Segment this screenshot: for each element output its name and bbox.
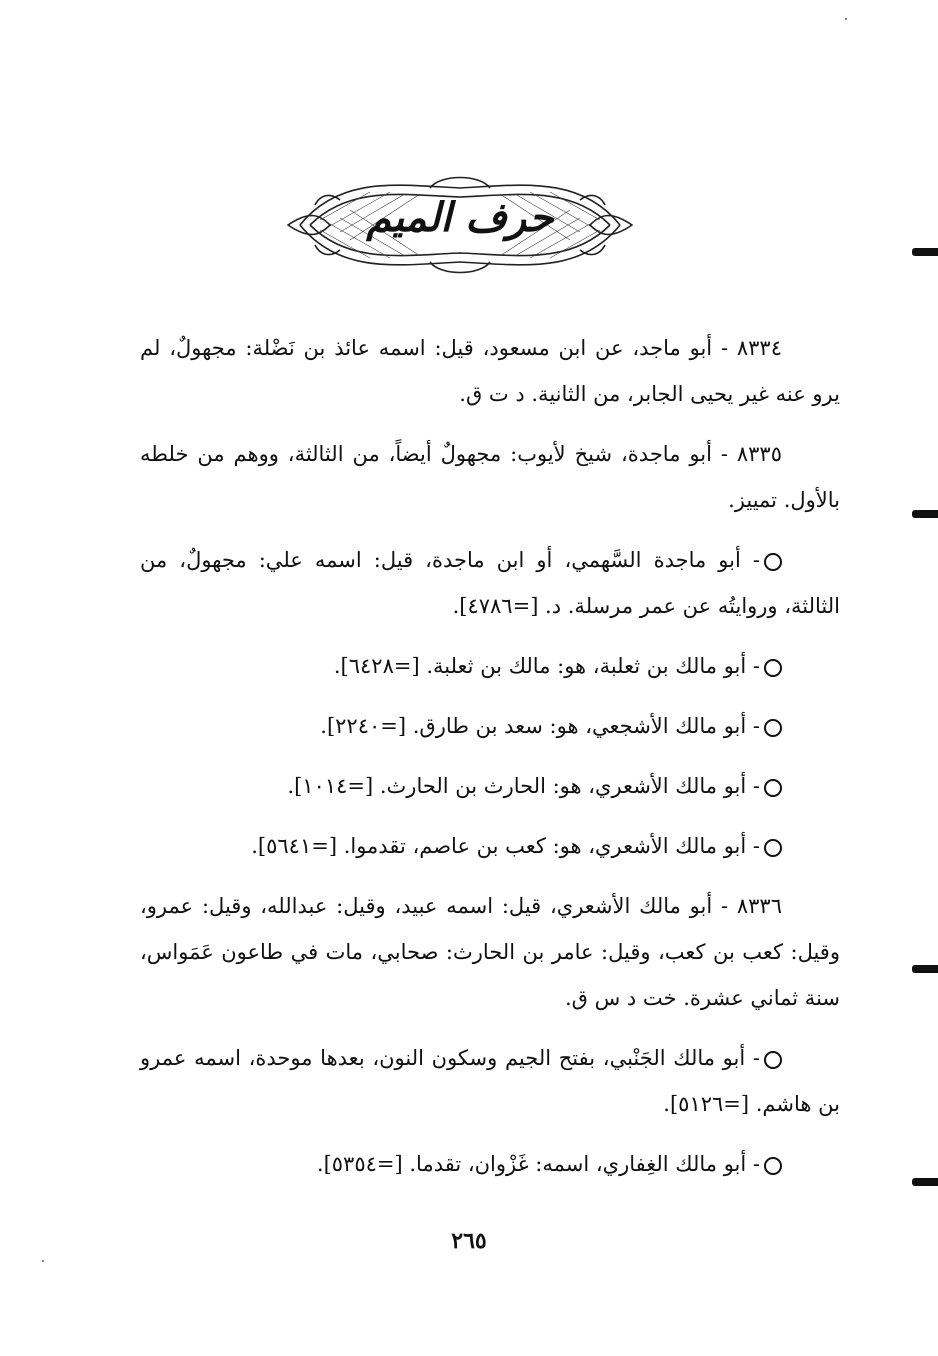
circle-marker-icon	[764, 1157, 782, 1175]
scan-speck	[845, 18, 847, 20]
entry-text: ٨٣٣٥ - أبو ماجدة، شيخ لأيوب: مجهولٌ أيضاً، من الثالثة، ووهم من خلطه بالأول. تمييز.	[140, 442, 840, 512]
ref-entry	[140, 703, 840, 749]
circle-marker-icon	[764, 779, 782, 797]
edge-mark	[912, 1178, 938, 1186]
page-number: ٢٦٥	[451, 1228, 487, 1254]
entry-8335	[140, 431, 840, 523]
circle-marker-icon	[764, 839, 782, 857]
ref-entry	[140, 537, 840, 629]
edge-mark	[912, 965, 938, 973]
edge-mark	[912, 248, 938, 256]
entry-text: - أبو مالك الأشعري، هو: الحارث بن الحارث. [=١٠١٤].	[287, 774, 760, 798]
chapter-header-ornament	[280, 170, 640, 280]
ref-entry	[140, 763, 840, 809]
edge-mark	[912, 510, 938, 518]
entry-text: ٨٣٣٤ - أبو ماجد، عن ابن مسعود، قيل: اسمه عائذ بن نَضْلة: مجهولٌ، لم يرو عنه غير يحيى الجابر، من الثانية. د ت ق.	[140, 336, 840, 406]
ref-entry	[140, 1035, 840, 1127]
entry-text: - أبو ماجدة السَّهمي، أو ابن ماجدة، قيل: اسمه علي: مجهولٌ، من الثالثة، وروايتُه عن عمر مرسلة. د. [=٤٧٨٦].	[140, 548, 840, 618]
chapter-title: حرف الميم	[366, 194, 554, 241]
entry-text: - أبو مالك بن ثعلبة، هو: مالك بن ثعلبة. [=٦٤٢٨].	[333, 654, 760, 678]
entry-text: ٨٣٣٦ - أبو مالك الأشعري، قيل: اسمه عبيد، وقيل: عبدالله، وقيل: عمرو، وقيل: كعب بن كعب، وقيل: عامر بن الحارث: صحابي، مات في طاعون عَمَواس، سنة ثماني عشرة. خت د س ق.	[140, 894, 840, 1010]
entry-text: - أبو مالك الأشعري، هو: كعب بن عاصم، تقدموا. [=٥٦٤١].	[251, 834, 760, 858]
ref-entry	[140, 643, 840, 689]
entry-text: - أبو مالك الجَنْبي، بفتح الجيم وسكون النون، بعدها موحدة، اسمه عمرو بن هاشم. [=٥١٢٦].	[140, 1046, 840, 1116]
scan-speck	[42, 1260, 44, 1262]
circle-marker-icon	[764, 719, 782, 737]
circle-marker-icon	[764, 1051, 782, 1069]
entry-text: - أبو مالك الغِفاري، اسمه: غَزْوان، تقدما. [=٥٣٥٤].	[316, 1152, 760, 1176]
circle-marker-icon	[764, 659, 782, 677]
entry-text: - أبو مالك الأشجعي، هو: سعد بن طارق. [=٢٢٤٠].	[320, 714, 760, 738]
ref-entry	[140, 1141, 840, 1187]
entries-list	[140, 325, 840, 1201]
circle-marker-icon	[764, 553, 782, 571]
ref-entry	[140, 823, 840, 869]
entry-8334	[140, 325, 840, 417]
entry-8336	[140, 883, 840, 1021]
